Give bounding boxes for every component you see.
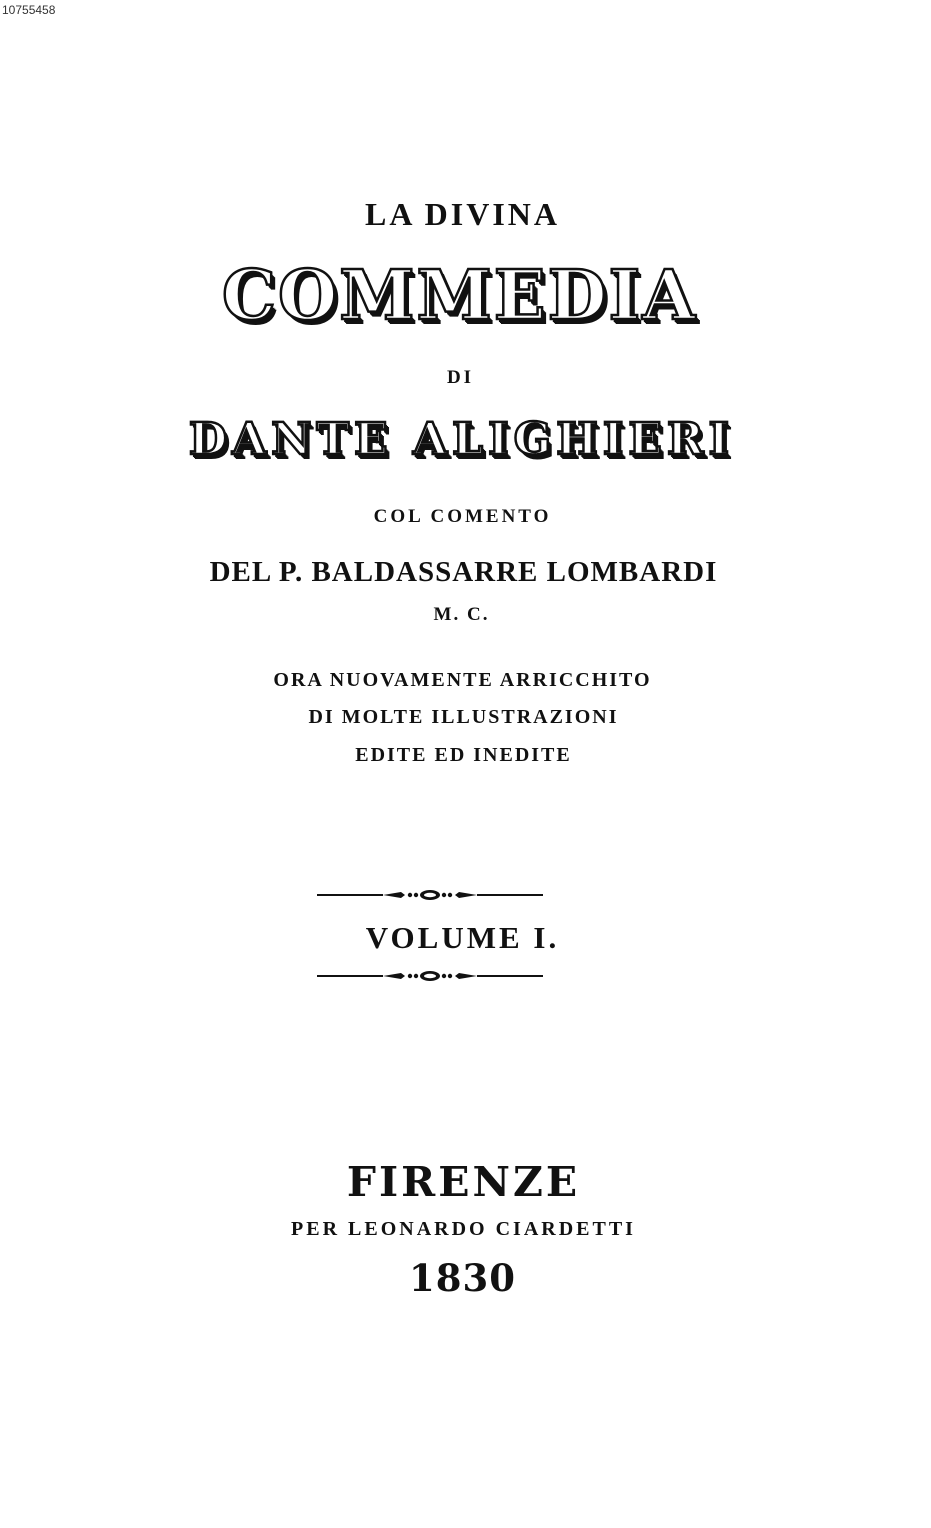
imprint-year: 1830 bbox=[409, 1256, 516, 1300]
subtitle-line-2: DI MOLTE ILLUSTRAZIONI bbox=[308, 706, 619, 728]
col-comento-label: COL COMENTO bbox=[373, 506, 552, 527]
subtitle-line-1: ORA NUOVAMENTE ARRICCHITO bbox=[273, 669, 652, 691]
page-id-label: 10755458 bbox=[2, 3, 56, 17]
title-di: DI bbox=[446, 367, 475, 388]
volume-label: VOLUME I. bbox=[365, 920, 560, 955]
commentator-name: DEL P. BALDASSARRE LOMBARDI bbox=[209, 556, 718, 588]
title-line-la-divina: LA DIVINA bbox=[364, 196, 561, 232]
title-main-commedia: COMMEDIA bbox=[221, 256, 698, 336]
religious-order-label: M. C. bbox=[433, 604, 490, 625]
ornament-rule-top bbox=[315, 888, 545, 902]
ornament-rule-bottom bbox=[315, 969, 545, 983]
imprint-publisher: PER LEONARDO CIARDETTI bbox=[291, 1218, 636, 1240]
imprint-city: FIRENZE bbox=[346, 1158, 581, 1206]
author-name: DANTE ALIGHIERI bbox=[188, 414, 735, 465]
subtitle-line-3: EDITE ED INEDITE bbox=[355, 744, 572, 766]
